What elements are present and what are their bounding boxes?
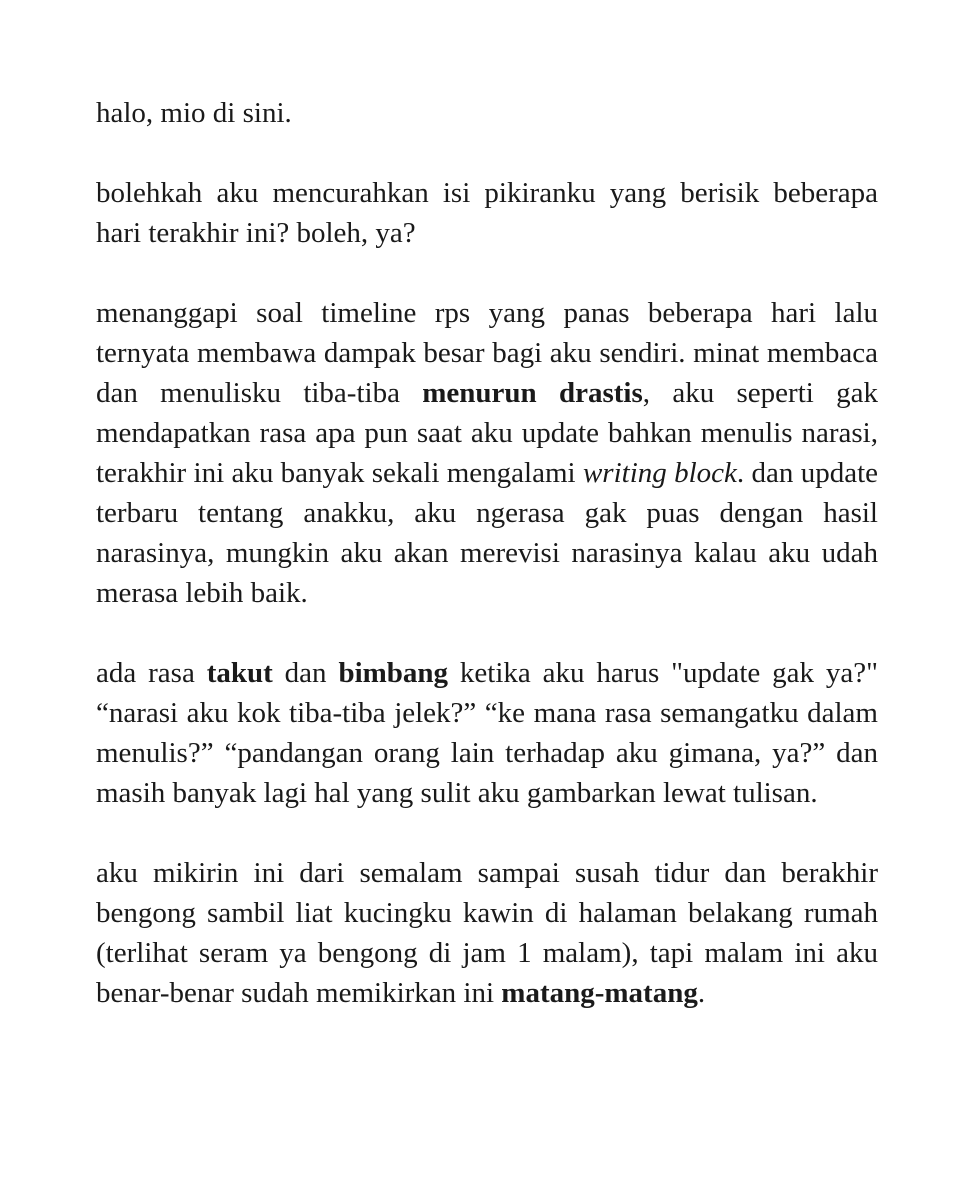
decision-text-2: . (697, 977, 706, 1009)
request-text: bolehkah aku mencurahkan isi pikiranku yang berisik beberapa hari terakhir ini? boleh, ya? (96, 177, 878, 249)
paragraph-greeting (96, 93, 878, 133)
fear-text-2: dan (272, 657, 339, 689)
fear-text-1: ada rasa (96, 657, 207, 689)
impact-italic-writing-block: writing block (582, 457, 737, 489)
decision-text-1: aku mikirin ini dari semalam sampai susah tidur dan berakhir bengong sambil liat kucingku kawin di halaman belakang rumah (terlihat seram ya bengong di jam 1 malam), tapi malam ini aku benar-benar sudah memikirkan ini (96, 857, 878, 1009)
paragraph-impact (96, 293, 878, 613)
paragraph-request (96, 173, 878, 253)
greeting-text: halo, mio di sini. (96, 97, 292, 129)
fear-bold-bimbang: bimbang (338, 657, 449, 689)
paragraph-fear (96, 653, 878, 813)
impact-text-2: , aku seperti gak mendapatkan rasa apa pun saat aku update bahkan menulis narasi, terakhir ini aku banyak sekali mengalami (96, 377, 878, 489)
impact-bold-menurun: menurun drastis (422, 377, 643, 409)
impact-text-3: . dan update terbaru tentang anakku, aku ngerasa gak puas dengan hasil narasinya, mungkin aku akan merevisi narasinya kalau aku udah merasa lebih baik. (96, 457, 879, 609)
fear-bold-takut: takut (206, 657, 273, 689)
fear-text-3: ketika aku harus "update gak ya?" “narasi aku kok tiba-tiba jelek?” “ke mana rasa semangatku dalam menulis?” “pandangan orang lain terhadap aku gimana, ya?” dan masih banyak lagi hal yang sulit aku gambarkan lewat tulisan. (96, 657, 878, 809)
paragraph-decision (96, 853, 878, 1013)
decision-bold-matang: matang-matang (501, 977, 698, 1009)
document-body (96, 93, 878, 1013)
impact-text-1: menanggapi soal timeline rps yang panas beberapa hari lalu ternyata membawa dampak besar bagi aku sendiri. minat membaca dan menulisku tiba-tiba (96, 297, 878, 409)
